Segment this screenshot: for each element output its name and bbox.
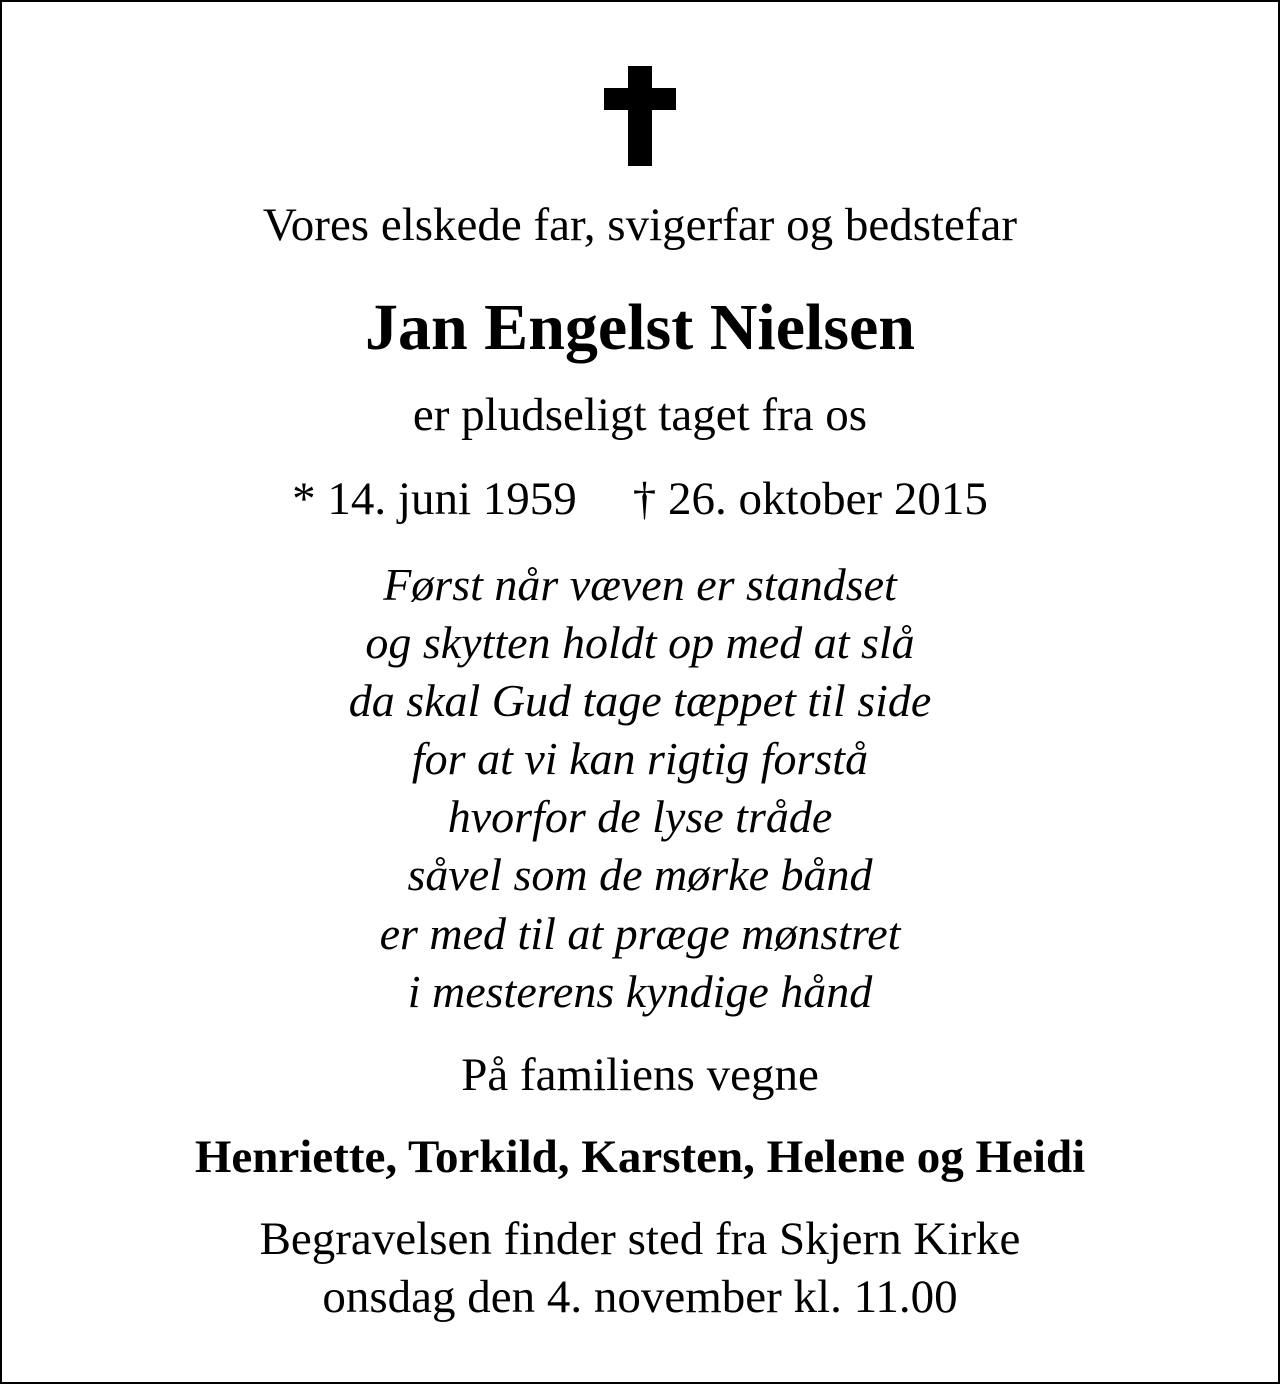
- poem-line: i mesterens kyndige hånd: [407, 965, 873, 1017]
- family-names: Henriette, Torkild, Karsten, Helene og Heidi: [194, 1131, 1086, 1183]
- on-behalf-text: På familiens vegne: [461, 1049, 819, 1101]
- cross-vertical-bar: [628, 66, 652, 166]
- poem-line: hvorfor de lyse tråde: [447, 791, 833, 843]
- deceased-name: Jan Engelst Nielsen: [364, 291, 916, 364]
- birth-date: * 14. juni 1959: [292, 473, 577, 525]
- latin-cross-icon: [604, 66, 676, 166]
- intro-text: Vores elskede far, svigerfar og bedstefar: [262, 199, 1018, 251]
- memorial-poem: [0, 556, 1280, 1021]
- poem-line: er med til at præge mønstret: [379, 907, 901, 959]
- poem-line: og skytten holdt op med at slå: [365, 617, 915, 669]
- poem-line: da skal Gud tage tæppet til side: [348, 675, 932, 727]
- funeral-line: Begravelsen finder sted fra Skjern Kirke: [259, 1213, 1021, 1265]
- poem-line: for at vi kan rigtig forstå: [411, 733, 869, 785]
- subtitle-text: er pludseligt taget fra os: [412, 389, 868, 441]
- dates-line: [0, 470, 1280, 528]
- death-date: † 26. oktober 2015: [632, 473, 988, 525]
- funeral-line: onsdag den 4. november kl. 11.00: [322, 1271, 958, 1323]
- cross-horizontal-bar: [604, 88, 676, 110]
- poem-line: såvel som de mørke bånd: [407, 849, 873, 901]
- poem-line: Først når væven er standset: [383, 559, 897, 610]
- funeral-info: [0, 1210, 1280, 1326]
